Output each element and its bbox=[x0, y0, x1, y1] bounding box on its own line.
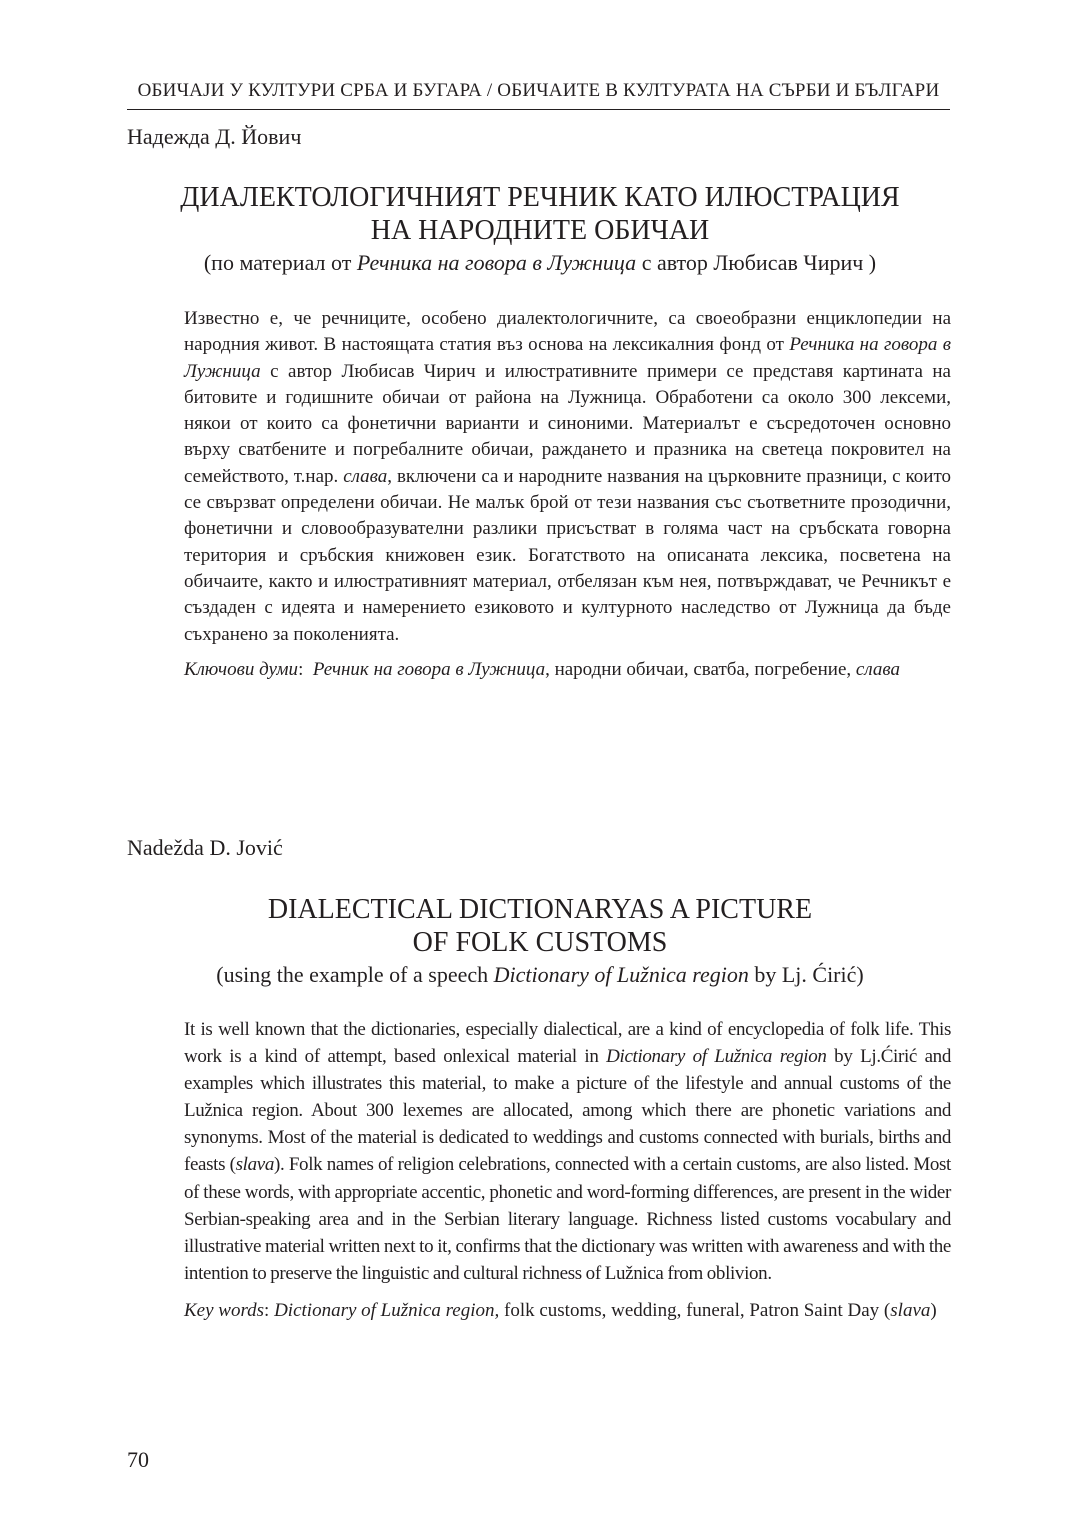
title-bg-line1: ДИАЛЕКТОЛОГИЧНИЯТ РЕЧНИК КАТО ИЛЮСТРАЦИЯ bbox=[180, 182, 900, 213]
keywords-bg bbox=[184, 657, 951, 683]
abstract-bg-italic2: слава bbox=[343, 465, 388, 487]
keywords-en-plain: folk customs, wedding, funeral, Patron Saint Day ( bbox=[499, 1299, 891, 1321]
keywords-en-italic2: slava bbox=[890, 1299, 931, 1321]
subtitle-en-post: by Lj. Ćirić) bbox=[748, 962, 864, 987]
keywords-en-label: Key words bbox=[184, 1299, 265, 1321]
abstract-en-part3: ). Folk names of religion celebrations, connected with a certain customs, are also listed. Most of these words, with appropriate accentic, phonetic and word-forming differences, are present in the wider Serbian-speaking area and in the Serbian literary language. Richness listed customs vocabulary and illustrative material written next to it, confirms that the dictionary was written with awareness and with the intention to preserve the linguistic and cultural richness of Lužnica from oblivion. bbox=[184, 1154, 951, 1284]
abstract-en-text bbox=[184, 1016, 951, 1287]
abstract-en-italic2: slava bbox=[235, 1154, 274, 1176]
subtitle-en-italic: Dictionary of Lužnica region bbox=[493, 962, 749, 987]
abstract-bg-part3: , включени са и народните названия на църковните празници, с които се свързват определени обичаи. Не малък брой от тези названия със съответните прозодични, фонетични и словообразувателни разлики присъстват в голяма част на сръбската говорна територия и сръбския книжовен език. Богатството на описаната лексика, посветена на обичаите, както и илюстративният материал, отбелязан към нея, потвърждават, че Речникът е създаден с идеята и намерението езиковото и културното наследство от Лужница да бъде съхранено за поколенията. bbox=[184, 465, 951, 645]
abstract-en-part2: by Lj.Ćirić and examples which illustrates this material, to make a picture of the lifestyle and annual customs of the Lužnica region. About 300 lexemes are allocated, among which there are phonetic variations and synonyms. Most of the material is dedicated to weddings and customs connected with burials, births and feasts ( bbox=[184, 1046, 951, 1176]
abstract-bg-text bbox=[184, 306, 951, 648]
keywords-en bbox=[184, 1297, 951, 1324]
title-en-line1: DIALECTICAL DICTIONARYAS A PICTURE bbox=[267, 894, 813, 925]
title-block-bg bbox=[100, 181, 980, 278]
header-rule bbox=[127, 109, 950, 110]
running-header: ОБИЧАЈИ У КУЛТУРИ СРБА И БУГАРА / ОБИЧАИТЕ В КУЛТУРАТА НА СЪРБИ И БЪЛГАРИ bbox=[137, 80, 940, 101]
subtitle-bg bbox=[100, 248, 980, 278]
keywords-bg-plain: , народни обичаи, сватба, погребение, bbox=[545, 658, 856, 680]
abstract-bg-italic1: Речника на говора в Лужница bbox=[184, 334, 951, 382]
title-block-en bbox=[100, 893, 980, 990]
abstract-bg-part1: Известно е, че речниците, особено диалектологичните, са своеобразни енциклопедии на народния живот. В настоящата статия въз основа на лексикалния фонд от bbox=[184, 308, 951, 356]
abstract-en-italic1: Dictionary of Lužnica region bbox=[606, 1046, 827, 1068]
author-bg: Надежда Д. Йович bbox=[127, 124, 302, 149]
keywords-bg-label: Ключови думи bbox=[184, 658, 299, 680]
subtitle-en-pre: (using the example of a speech bbox=[216, 962, 494, 987]
author-en: Nadežda D. Jović bbox=[127, 835, 283, 860]
abstract-bg-part2: с автор Любисав Чирич и илюстративните примери се представя картината на битовите и годишните обичаи от района на Лужница. Обработени са около 300 лексеми, някои от които са фонетични варианти и синоними. Материалът е съсредоточен основно върху сватбените и погребалните обичаи, раждането и празника на светеца покровител на семейството, т.нар. bbox=[184, 360, 951, 487]
page-number: 70 bbox=[127, 1447, 149, 1472]
subtitle-en bbox=[100, 960, 980, 990]
subtitle-bg-italic: Речника на говора в Лужница bbox=[356, 250, 637, 275]
keywords-bg-sep: : bbox=[298, 658, 313, 680]
subtitle-bg-pre: (по материал от bbox=[203, 250, 357, 275]
keywords-en-sep: : bbox=[264, 1299, 275, 1321]
abstract-en-part1: It is well known that the dictionaries, especially dialectical, are a kind of encyclopedia of folk life. This work is a kind of attempt, based onlexical material in bbox=[184, 1019, 951, 1068]
title-bg-line2: НА НАРОДНИТЕ ОБИЧАИ bbox=[370, 215, 710, 246]
abstract-bg bbox=[184, 306, 951, 683]
title-en-line2: OF FOLK CUSTOMS bbox=[412, 927, 668, 958]
keywords-en-end: ) bbox=[930, 1299, 937, 1321]
keywords-en-italic1: Dictionary of Lužnica region, bbox=[274, 1299, 500, 1321]
subtitle-bg-post: с автор Любисав Чирич ) bbox=[636, 250, 877, 275]
keywords-bg-italic2: слава bbox=[855, 658, 900, 680]
keywords-bg-italic1: Речник на говора в Лужница bbox=[312, 658, 546, 680]
abstract-en bbox=[184, 1016, 951, 1324]
